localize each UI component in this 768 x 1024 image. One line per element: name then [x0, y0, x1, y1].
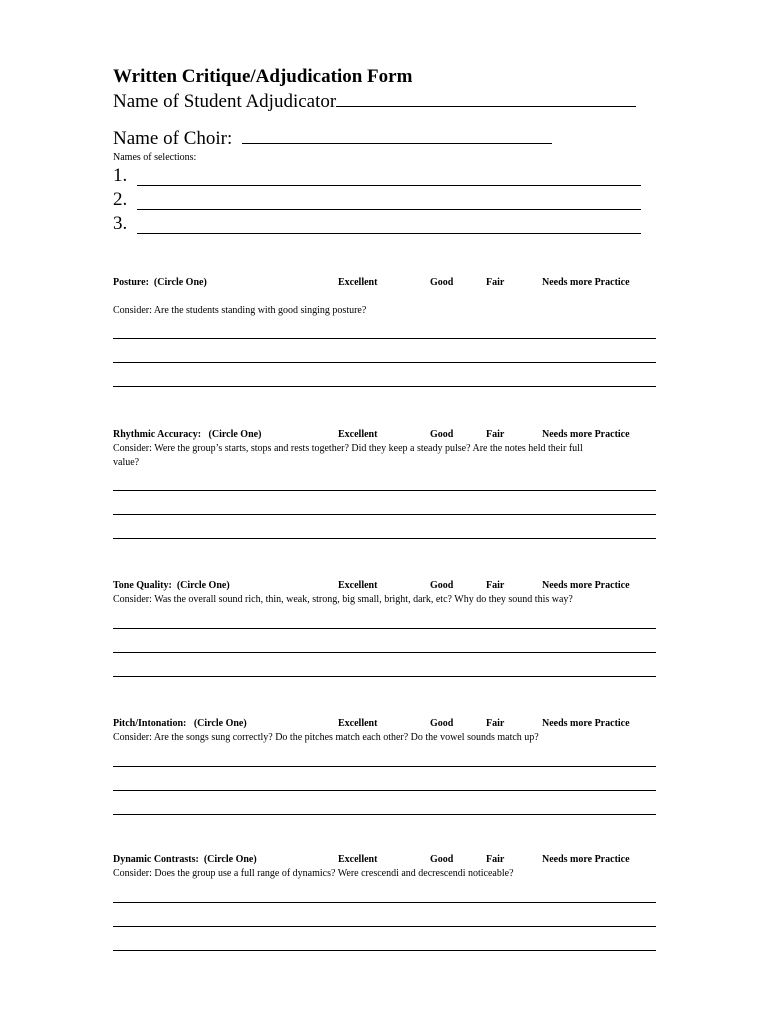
- choir-name-blank[interactable]: [242, 128, 552, 144]
- answer-line[interactable]: [113, 338, 656, 339]
- section-posture-consider: Consider: Are the students standing with good singing posture?: [113, 305, 367, 316]
- rating-good[interactable]: Good: [430, 718, 454, 729]
- student-adjudicator-row: [113, 91, 636, 113]
- rating-needs-more-practice[interactable]: Needs more Practice: [542, 429, 630, 440]
- rating-excellent[interactable]: Excellent: [338, 277, 378, 288]
- rating-needs-more-practice[interactable]: Needs more Practice: [542, 277, 630, 288]
- section-pitch-consider: Consider: Are the songs sung correctly? Do the pitches match each other? Do the vowel sounds match up?: [113, 732, 539, 743]
- selection-number: 3.: [113, 213, 128, 234]
- rating-good[interactable]: Good: [430, 429, 454, 440]
- rating-good[interactable]: Good: [430, 580, 454, 591]
- section-rhythmic-consider-cont: value?: [113, 457, 140, 468]
- answer-line[interactable]: [113, 790, 656, 791]
- rating-needs-more-practice[interactable]: Needs more Practice: [542, 718, 630, 729]
- answer-line[interactable]: [113, 628, 656, 629]
- section-dynamic-label: Dynamic Contrasts: (Circle One): [113, 854, 257, 865]
- answer-line[interactable]: [113, 950, 656, 951]
- answer-line[interactable]: [113, 538, 656, 539]
- rating-excellent[interactable]: Excellent: [338, 854, 378, 865]
- selection-row-2: [113, 189, 127, 211]
- answer-line[interactable]: [113, 902, 656, 903]
- rating-needs-more-practice[interactable]: Needs more Practice: [542, 580, 630, 591]
- answer-line[interactable]: [113, 514, 656, 515]
- selection-blank-1[interactable]: [137, 185, 641, 186]
- rating-fair[interactable]: Fair: [486, 429, 505, 440]
- selection-blank-3[interactable]: [137, 233, 641, 234]
- selection-row-3: [113, 213, 127, 235]
- rating-fair[interactable]: Fair: [486, 277, 505, 288]
- rating-excellent[interactable]: Excellent: [338, 718, 378, 729]
- student-adjudicator-blank[interactable]: [336, 91, 636, 107]
- rating-excellent[interactable]: Excellent: [338, 580, 378, 591]
- section-rhythmic-label: Rhythmic Accuracy: (Circle One): [113, 429, 262, 440]
- form-title: Written Critique/Adjudication Form: [113, 66, 413, 87]
- answer-line[interactable]: [113, 676, 656, 677]
- rating-needs-more-practice[interactable]: Needs more Practice: [542, 854, 630, 865]
- rating-good[interactable]: Good: [430, 854, 454, 865]
- rating-fair[interactable]: Fair: [486, 580, 505, 591]
- section-pitch-label: Pitch/Intonation: (Circle One): [113, 718, 247, 729]
- rating-good[interactable]: Good: [430, 277, 454, 288]
- section-dynamic-consider: Consider: Does the group use a full range of dynamics? Were crescendi and decrescendi noticeable?: [113, 868, 514, 879]
- answer-line[interactable]: [113, 766, 656, 767]
- rating-fair[interactable]: Fair: [486, 718, 505, 729]
- rating-excellent[interactable]: Excellent: [338, 429, 378, 440]
- answer-line[interactable]: [113, 362, 656, 363]
- selection-number: 1.: [113, 165, 128, 186]
- selection-number: 2.: [113, 189, 128, 210]
- rating-fair[interactable]: Fair: [486, 854, 505, 865]
- answer-line[interactable]: [113, 490, 656, 491]
- student-adjudicator-label: Name of Student Adjudicator: [113, 91, 337, 112]
- answer-line[interactable]: [113, 386, 656, 387]
- selection-row-1: [113, 165, 127, 187]
- selection-blank-2[interactable]: [137, 209, 641, 210]
- answer-line[interactable]: [113, 814, 656, 815]
- selections-label: Names of selections:: [113, 152, 197, 163]
- section-rhythmic-consider: Consider: Were the group’s starts, stops and rests together? Did they keep a steady pulse? Are the notes held their full: [113, 443, 583, 454]
- section-tone-consider: Consider: Was the overall sound rich, thin, weak, strong, big small, bright, dark, etc? Why do they sound this way?: [113, 594, 573, 605]
- section-tone-label: Tone Quality: (Circle One): [113, 580, 230, 591]
- choir-name-row: [113, 128, 552, 150]
- section-posture-label: Posture: (Circle One): [113, 277, 207, 288]
- answer-line[interactable]: [113, 652, 656, 653]
- answer-line[interactable]: [113, 926, 656, 927]
- choir-name-label: Name of Choir:: [113, 128, 233, 149]
